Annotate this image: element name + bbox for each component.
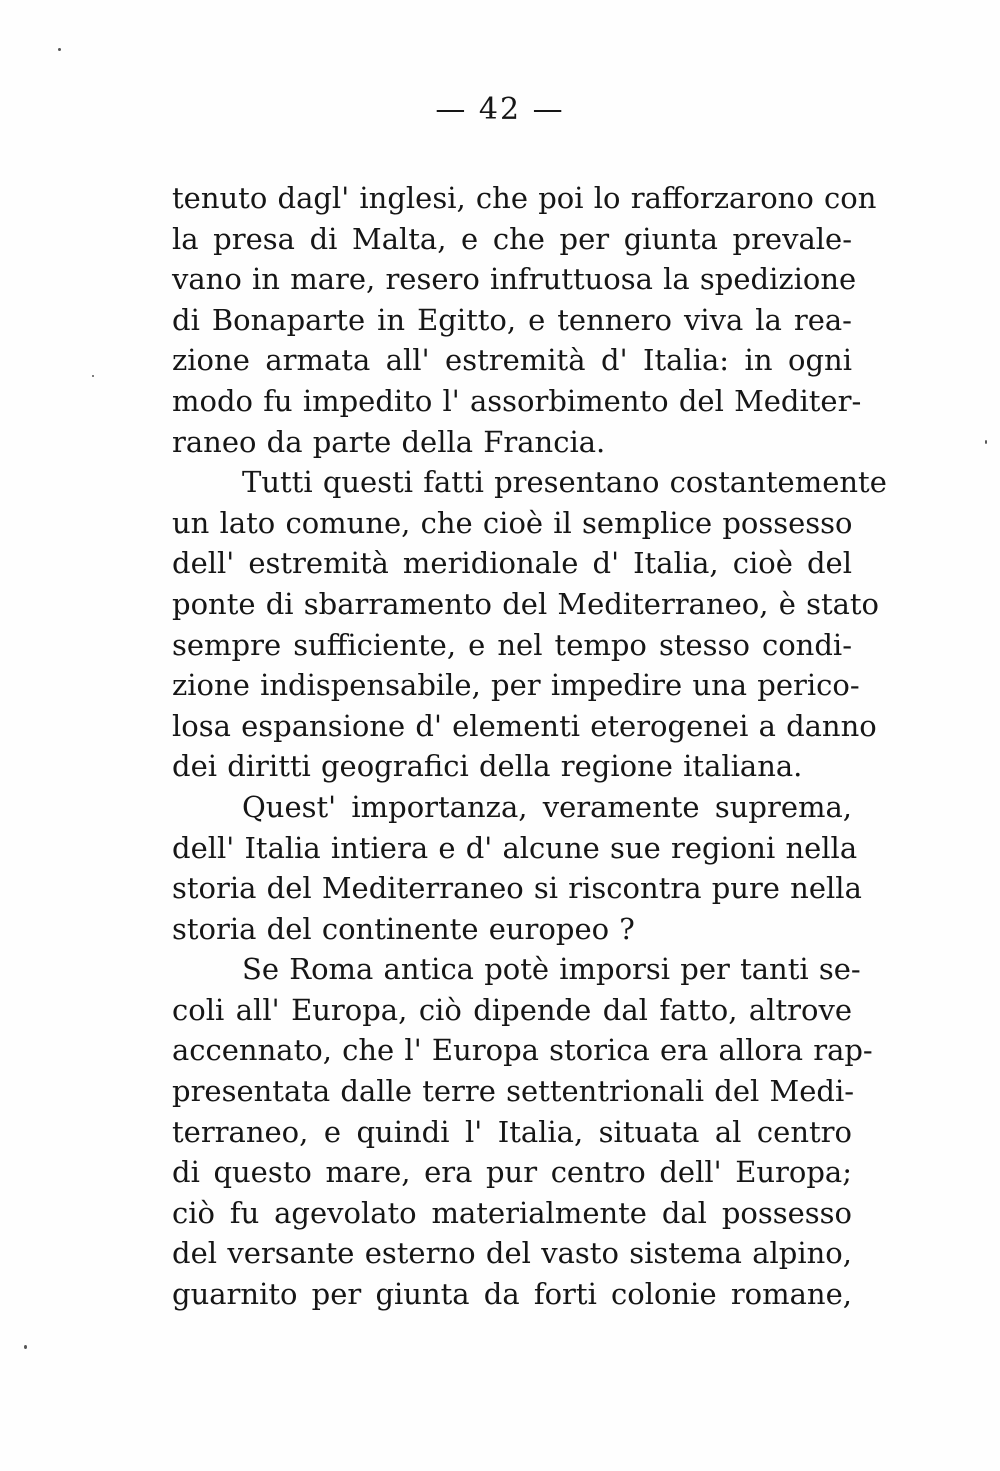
text-line: zione indispensabile, per impedire una perico- xyxy=(172,668,860,703)
text-line: coli all' Europa, ciò dipende dal fatto, altrove xyxy=(172,992,852,1027)
text-line: di Bonaparte in Egitto, e tennero viva la rea- xyxy=(172,302,852,337)
text-line: dell' estremità meridionale d' Italia, cioè del xyxy=(172,546,852,581)
text-line: modo fu impedito l' assorbimento del Mediter- xyxy=(172,383,862,418)
text-line: del versante esterno del vasto sistema alpino, xyxy=(172,1236,852,1271)
text-line: dell' Italia intiera e d' alcune sue regioni nella xyxy=(172,830,858,865)
text-line: ponte di sbarramento del Mediterraneo, è stato xyxy=(172,586,880,621)
paper-speck xyxy=(24,1345,27,1349)
paper-speck xyxy=(985,440,987,444)
text-line: raneo da parte della Francia. xyxy=(172,424,606,459)
paper-speck xyxy=(58,48,61,51)
body-text xyxy=(172,178,887,1315)
text-line: Tutti questi fatti presentano costantemente xyxy=(242,465,887,500)
text-line: tenuto dagl' inglesi, che poi lo rafforzarono con xyxy=(172,181,877,215)
text-line: sempre sufficiente, e nel tempo stesso condi- xyxy=(172,627,852,662)
text-line: Quest' importanza, veramente suprema, xyxy=(242,789,852,824)
text-line: ciò fu agevolato materialmente dal possesso xyxy=(172,1195,852,1230)
text-line: zione armata all' estremità d' Italia: in ogni xyxy=(172,343,852,378)
text-line: terraneo, e quindi l' Italia, situata al centro xyxy=(172,1114,852,1149)
text-line: un lato comune, che cioè il semplice possesso xyxy=(172,505,853,540)
text-line: accennato, che l' Europa storica era allora rap- xyxy=(172,1033,873,1068)
text-line: vano in mare, resero infruttuosa la spedizione xyxy=(172,262,857,297)
paper-speck xyxy=(92,375,94,377)
text-line: presentata dalle terre settentrionali del Medi- xyxy=(172,1074,855,1109)
text-line: la presa di Malta, e che per giunta prevale- xyxy=(172,221,852,256)
text-line: Se Roma antica potè imporsi per tanti se- xyxy=(242,952,861,987)
text-line: guarnito per giunta da forti colonie romane, xyxy=(172,1277,852,1312)
text-line: losa espansione d' elementi eterogenei a danno xyxy=(172,708,877,743)
text-line: storia del Mediterraneo si riscontra pure nella xyxy=(172,871,862,906)
text-line: storia del continente europeo ? xyxy=(172,911,635,946)
page-number: — 42 — xyxy=(435,92,565,127)
text-line: dei diritti geografici della regione italiana. xyxy=(172,749,803,784)
text-line: di questo mare, era pur centro dell' Europa; xyxy=(172,1155,852,1190)
